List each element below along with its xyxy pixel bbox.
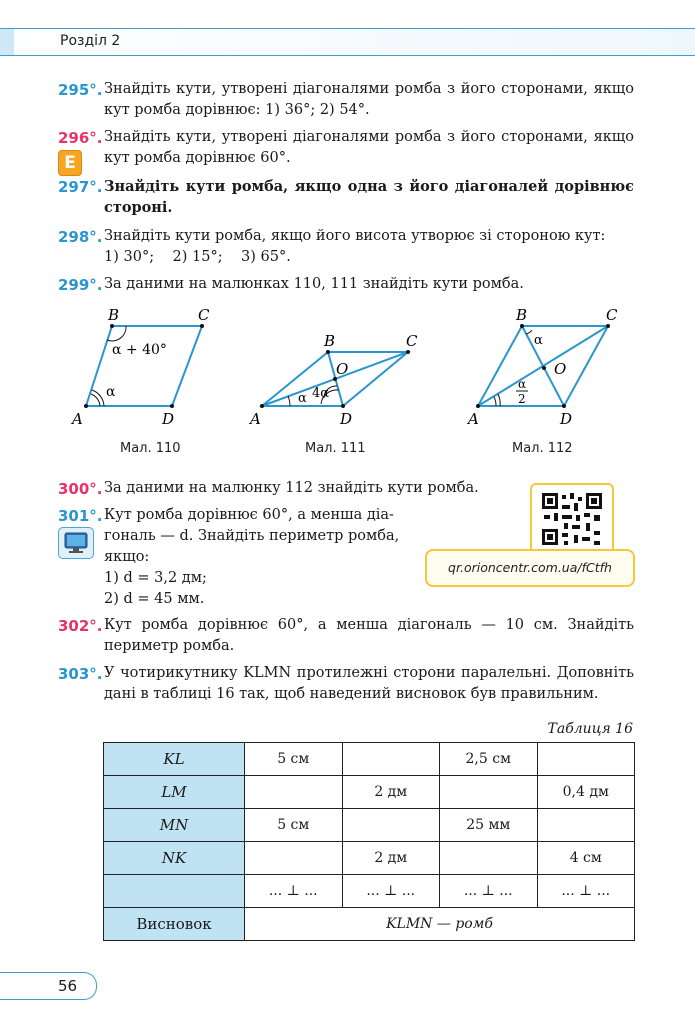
row-label: [104, 875, 245, 908]
table-cell: [245, 842, 343, 875]
figure-caption: Мал. 112: [512, 441, 573, 456]
angle-label: α + 40°: [112, 342, 167, 358]
problem-text-line: 2) d = 45 мм.: [104, 591, 205, 607]
figures-area: [60, 300, 640, 440]
label-A: A: [468, 410, 479, 428]
label-A: A: [250, 410, 261, 428]
table-cell: 2 дм: [342, 842, 440, 875]
table-cell: 2,5 см: [440, 743, 538, 776]
row-label: KL: [104, 743, 245, 776]
problem-text: За даними на малюнках 110, 111 знайдіть кути ромба.: [104, 276, 524, 292]
table-cell: ... ⊥ ...: [245, 875, 343, 908]
problem-number: 295°.: [58, 81, 103, 99]
label-O: O: [336, 360, 349, 378]
problem-text: Знайдіть кути, утворені діагоналями ромба з його сторонами, якщо кут ромба дорівнює 60°.: [104, 129, 634, 166]
problem-text-line: якщо:: [104, 549, 150, 565]
table-row: [104, 875, 635, 908]
table-cell: 4 см: [537, 842, 635, 875]
section-title: Розділ 2: [60, 33, 121, 49]
table-cell: [245, 776, 343, 809]
figure-111: [248, 332, 418, 428]
table-cell: 5 см: [245, 809, 343, 842]
figure-112: [466, 306, 618, 428]
angle-label: α: [106, 384, 116, 400]
problem-number: 302°.: [58, 617, 103, 635]
table-caption: Таблиця 16: [547, 721, 633, 737]
table-row: [104, 776, 635, 809]
label-C: C: [198, 306, 210, 324]
table-cell: ... ⊥ ...: [440, 875, 538, 908]
table-cell: [440, 776, 538, 809]
conclusion-value: KLMN — ромб: [245, 908, 635, 941]
problem-number: 300°.: [58, 480, 103, 498]
page-number: 56: [58, 977, 78, 995]
problem-text-line: 1) d = 3,2 дм;: [104, 570, 207, 586]
problem-text-line: 1) 30°; 2) 15°; 3) 65°.: [104, 249, 291, 265]
label-O: O: [554, 360, 567, 378]
table-cell: [342, 743, 440, 776]
table-cell: ... ⊥ ...: [537, 875, 635, 908]
table-cell: [440, 842, 538, 875]
problem-number: 297°.: [58, 178, 103, 196]
figure-110: [70, 306, 210, 428]
problem-number: 296°.: [58, 129, 103, 147]
figure-caption: Мал. 110: [120, 441, 181, 456]
table-row: [104, 743, 635, 776]
table-row: [104, 809, 635, 842]
table-cell: [342, 809, 440, 842]
problem-text-line: Кут ромба дорівнює 60°, а менша діа-: [104, 507, 394, 523]
label-A: A: [72, 410, 83, 428]
monitor-icon: [59, 528, 93, 558]
page-tab: [0, 972, 97, 1000]
table-cell: [537, 743, 635, 776]
label-D: D: [162, 410, 175, 428]
e-badge-icon: E: [58, 150, 82, 176]
table-row: [104, 908, 635, 941]
label-B: B: [108, 306, 120, 324]
angle-label: 2: [518, 392, 526, 406]
label-C: C: [406, 332, 418, 350]
table-cell: 0,4 дм: [537, 776, 635, 809]
label-C: C: [606, 306, 618, 324]
problem-text: За даними на малюнку 112 знайдіть кути ромба.: [104, 480, 479, 496]
row-label: MN: [104, 809, 245, 842]
problem-number: 299°.: [58, 276, 103, 294]
label-D: D: [340, 410, 353, 428]
angle-label: α: [298, 391, 307, 406]
table-cell: 2 дм: [342, 776, 440, 809]
problem-number: 301°.: [58, 507, 103, 525]
header-accent: [0, 29, 14, 55]
label-B: B: [516, 306, 528, 324]
label-D: D: [560, 410, 573, 428]
row-label: NK: [104, 842, 245, 875]
table-cell: ... ⊥ ...: [342, 875, 440, 908]
problem-number: 298°.: [58, 228, 103, 246]
qr-code-icon: [540, 491, 604, 547]
problem-text: У чотирикутнику KLMN протилежні сторони паралельні. Доповніть дані в таблиці 16 так, щоб наведений висновок був правильним.: [104, 665, 634, 702]
table-cell: [537, 809, 635, 842]
angle-label: 4α: [312, 386, 330, 401]
conclusion-label: Висновок: [104, 908, 245, 941]
problem-text: Кут ромба дорівнює 60°, а менша діагональ — 10 см. Знайдіть периметр ромба.: [104, 617, 634, 654]
problem-text: Знайдіть кути ромба, якщо одна з його діагоналей дорівнює стороні.: [104, 178, 634, 216]
table-row: [104, 842, 635, 875]
computer-icon: [58, 527, 94, 559]
problem-text: Знайдіть кути, утворені діагоналями ромба з його сторонами, якщо кут ромба дорівнює: 1) 36°; 2) 54°.: [104, 81, 634, 118]
angle-label: α: [518, 377, 527, 391]
problem-number: 303°.: [58, 665, 103, 683]
label-B: B: [324, 332, 336, 350]
table-cell: 25 мм: [440, 809, 538, 842]
figure-caption: Мал. 111: [305, 441, 366, 456]
qr-link[interactable]: qr.orioncentr.com.ua/fCtfh: [425, 549, 635, 587]
angle-label: α: [534, 333, 543, 348]
problem-text-line: Знайдіть кути ромба, якщо його висота утворює зі стороною кут:: [104, 228, 606, 244]
row-label: LM: [104, 776, 245, 809]
qr-code[interactable]: [530, 483, 614, 553]
data-table: [103, 742, 635, 941]
problem-text-line: гональ — d. Знайдіть периметр ромба,: [104, 528, 400, 544]
table-cell: 5 см: [245, 743, 343, 776]
